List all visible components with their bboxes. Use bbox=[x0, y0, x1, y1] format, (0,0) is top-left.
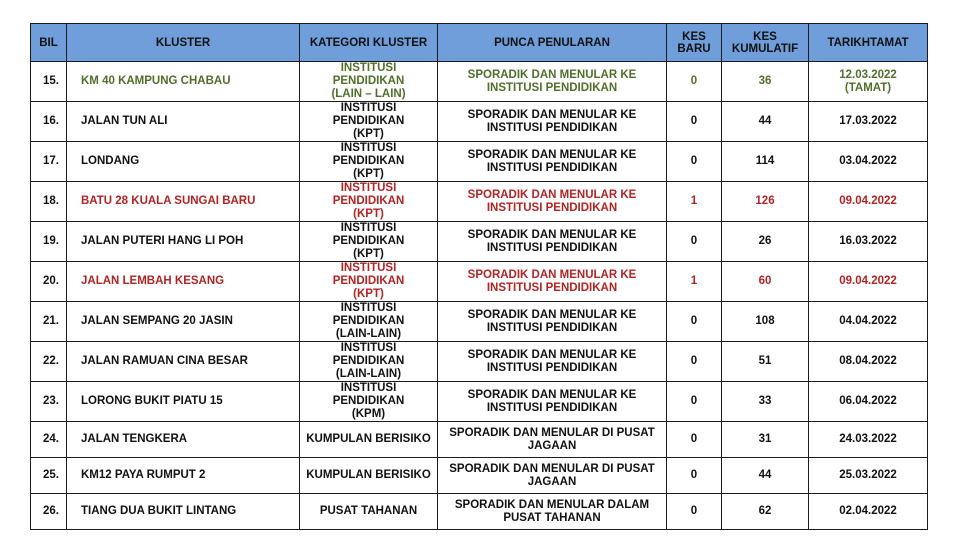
cell-punca bbox=[438, 62, 667, 102]
cell-bil: 16. bbox=[31, 102, 67, 142]
cell-kes-baru: 0 bbox=[667, 222, 722, 262]
table-row bbox=[31, 494, 928, 530]
cell-tarikh-tamat bbox=[809, 302, 928, 342]
table-row bbox=[31, 62, 928, 102]
cell-bil: 24. bbox=[31, 422, 67, 458]
cell-kategori-line1: INSTITUSI PENDIDIKAN bbox=[332, 302, 405, 327]
cell-punca bbox=[438, 494, 667, 530]
cell-kes-kumulatif: 114 bbox=[722, 142, 809, 182]
cell-kategori bbox=[300, 262, 438, 302]
cell-tarikh-line1: 04.04.2022 bbox=[839, 315, 897, 327]
cell-kes-kumulatif: 51 bbox=[722, 342, 809, 382]
cell-kategori-line1: INSTITUSI PENDIDIKAN bbox=[332, 182, 405, 207]
cell-kategori bbox=[300, 458, 438, 494]
cell-kategori-line2: (KPT) bbox=[353, 128, 384, 140]
cell-kategori-line2: (KPT) bbox=[353, 168, 384, 180]
cell-punca-line2: INSTITUSI PENDIDIKAN bbox=[486, 281, 618, 294]
cell-punca-line1: SPORADIK DAN MENULAR KE bbox=[467, 388, 637, 401]
cell-tarikh-tamat bbox=[809, 494, 928, 530]
table-row bbox=[31, 302, 928, 342]
cell-kategori-line2: (LAIN-LAIN) bbox=[335, 328, 402, 340]
cell-kategori-line1: INSTITUSI PENDIDIKAN bbox=[332, 342, 405, 367]
cell-bil: 18. bbox=[31, 182, 67, 222]
cell-punca bbox=[438, 382, 667, 422]
cell-kes-baru: 0 bbox=[667, 494, 722, 530]
cell-kategori bbox=[300, 342, 438, 382]
cell-punca-line1: SPORADIK DAN MENULAR DI PUSAT bbox=[449, 426, 655, 439]
cell-punca-line1: SPORADIK DAN MENULAR KE bbox=[467, 108, 637, 121]
cell-tarikh-tamat bbox=[809, 222, 928, 262]
cell-punca-line1: SPORADIK DAN MENULAR KE bbox=[467, 308, 637, 321]
header-punca: PUNCA PENULARAN bbox=[438, 24, 667, 62]
cell-kategori-line2: (KPT) bbox=[353, 248, 384, 260]
cell-kes-baru: 1 bbox=[667, 262, 722, 302]
cell-kes-kumulatif: 26 bbox=[722, 222, 809, 262]
cell-kategori-line1: INSTITUSI PENDIDIKAN bbox=[332, 382, 405, 407]
table-row bbox=[31, 142, 928, 182]
cell-kluster: LORONG BUKIT PIATU 15 bbox=[67, 382, 300, 422]
cell-kluster: JALAN SEMPANG 20 JASIN bbox=[67, 302, 300, 342]
cell-kes-kumulatif: 108 bbox=[722, 302, 809, 342]
cell-kategori-line1: INSTITUSI PENDIDIKAN bbox=[332, 262, 405, 287]
cell-kes-kumulatif: 44 bbox=[722, 102, 809, 142]
cell-kategori-line1: INSTITUSI PENDIDIKAN bbox=[332, 222, 405, 247]
cell-kes-baru: 0 bbox=[667, 102, 722, 142]
cell-punca-line2: JAGAAN bbox=[527, 475, 577, 488]
cell-punca bbox=[438, 422, 667, 458]
cell-kategori-line1: PUSAT TAHANAN bbox=[319, 505, 418, 517]
table-row bbox=[31, 102, 928, 142]
cell-kategori bbox=[300, 182, 438, 222]
cell-punca-line1: SPORADIK DAN MENULAR KE bbox=[467, 188, 637, 201]
cell-punca-line1: SPORADIK DAN MENULAR KE bbox=[467, 348, 637, 361]
cell-tarikh-line1: 17.03.2022 bbox=[839, 115, 897, 127]
cell-kategori-line2: (LAIN – LAIN) bbox=[331, 88, 406, 100]
cell-punca-line1: SPORADIK DAN MENULAR KE bbox=[467, 228, 637, 241]
table-row bbox=[31, 382, 928, 422]
cell-kes-kumulatif: 36 bbox=[722, 62, 809, 102]
cell-kategori-line1: INSTITUSI PENDIDIKAN bbox=[332, 142, 405, 167]
cell-kluster: JALAN RAMUAN CINA BESAR bbox=[67, 342, 300, 382]
cell-kes-kumulatif: 62 bbox=[722, 494, 809, 530]
cell-bil: 15. bbox=[31, 62, 67, 102]
cell-kategori bbox=[300, 62, 438, 102]
cell-kes-baru: 0 bbox=[667, 342, 722, 382]
cell-kategori bbox=[300, 102, 438, 142]
cell-punca-line2: INSTITUSI PENDIDIKAN bbox=[486, 161, 618, 174]
cell-tarikh-line1: 12.03.2022 bbox=[839, 68, 897, 81]
cell-tarikh-line1: 09.04.2022 bbox=[839, 275, 897, 287]
cell-kluster: JALAN LEMBAH KESANG bbox=[67, 262, 300, 302]
cell-kes-baru: 0 bbox=[667, 62, 722, 102]
cell-kes-baru: 1 bbox=[667, 182, 722, 222]
cell-punca-line2: INSTITUSI PENDIDIKAN bbox=[486, 81, 618, 94]
cluster-table-container bbox=[30, 23, 927, 530]
header-tarikh-tamat: TARIKHTAMAT bbox=[809, 24, 928, 62]
cell-kategori-line1: INSTITUSI PENDIDIKAN bbox=[332, 102, 405, 127]
cell-tarikh-tamat bbox=[809, 102, 928, 142]
cell-bil: 21. bbox=[31, 302, 67, 342]
cell-kluster: TIANG DUA BUKIT LINTANG bbox=[67, 494, 300, 530]
cell-bil: 23. bbox=[31, 382, 67, 422]
header-bil: BIL bbox=[31, 24, 67, 62]
cell-punca-line2: INSTITUSI PENDIDIKAN bbox=[486, 121, 618, 134]
cell-kategori-line2: (LAIN-LAIN) bbox=[335, 368, 402, 380]
cell-punca-line2: INSTITUSI PENDIDIKAN bbox=[486, 361, 618, 374]
cell-bil: 25. bbox=[31, 458, 67, 494]
cell-kategori bbox=[300, 382, 438, 422]
cell-punca-line1: SPORADIK DAN MENULAR KE bbox=[467, 268, 637, 281]
cell-bil: 20. bbox=[31, 262, 67, 302]
cell-kategori bbox=[300, 222, 438, 262]
header-kluster: KLUSTER bbox=[67, 24, 300, 62]
cell-kes-baru: 0 bbox=[667, 458, 722, 494]
cell-kluster: JALAN TENGKERA bbox=[67, 422, 300, 458]
cell-kluster: JALAN PUTERI HANG LI POH bbox=[67, 222, 300, 262]
cell-kes-kumulatif: 44 bbox=[722, 458, 809, 494]
cell-kluster: BATU 28 KUALA SUNGAI BARU bbox=[67, 182, 300, 222]
cell-punca-line2: INSTITUSI PENDIDIKAN bbox=[486, 321, 618, 334]
cell-punca-line1: SPORADIK DAN MENULAR DI PUSAT bbox=[449, 462, 655, 475]
cell-kluster: KM12 PAYA RUMPUT 2 bbox=[67, 458, 300, 494]
header-row bbox=[31, 24, 928, 62]
cell-punca-line2: INSTITUSI PENDIDIKAN bbox=[486, 201, 618, 214]
cell-kategori-line1: INSTITUSI PENDIDIKAN bbox=[332, 62, 405, 87]
cell-kategori-line2: (KPT) bbox=[353, 288, 384, 300]
header-kes-kumulatif-line1: KES bbox=[753, 30, 777, 43]
cell-kategori bbox=[300, 422, 438, 458]
cell-tarikh-line1: 08.04.2022 bbox=[839, 355, 897, 367]
cell-tarikh-line1: 06.04.2022 bbox=[839, 395, 897, 407]
cell-bil: 22. bbox=[31, 342, 67, 382]
cluster-table bbox=[30, 23, 928, 530]
header-kes-baru bbox=[667, 24, 722, 62]
cell-tarikh-tamat bbox=[809, 422, 928, 458]
cell-kategori bbox=[300, 494, 438, 530]
header-kes-kumulatif bbox=[722, 24, 809, 62]
table-header bbox=[31, 24, 928, 62]
cell-bil: 19. bbox=[31, 222, 67, 262]
table-row bbox=[31, 182, 928, 222]
table-row bbox=[31, 262, 928, 302]
cell-kluster: KM 40 KAMPUNG CHABAU bbox=[67, 62, 300, 102]
cell-tarikh-line1: 24.03.2022 bbox=[839, 433, 897, 445]
cell-punca-line1: SPORADIK DAN MENULAR KE bbox=[467, 68, 637, 81]
cell-punca bbox=[438, 342, 667, 382]
cell-kes-baru: 0 bbox=[667, 382, 722, 422]
cell-punca-line2: JAGAAN bbox=[527, 439, 577, 452]
cell-tarikh-tamat bbox=[809, 342, 928, 382]
table-row bbox=[31, 222, 928, 262]
cell-kes-baru: 0 bbox=[667, 422, 722, 458]
cell-tarikh-line1: 02.04.2022 bbox=[839, 505, 897, 517]
header-kes-baru-line2: BARU bbox=[677, 42, 711, 55]
cell-kategori-line2: (KPT) bbox=[353, 208, 384, 220]
cell-kes-kumulatif: 60 bbox=[722, 262, 809, 302]
cell-kategori-line2: (KPM) bbox=[351, 408, 386, 420]
cell-punca bbox=[438, 102, 667, 142]
cell-tarikh-line1: 16.03.2022 bbox=[839, 235, 897, 247]
cell-tarikh-tamat bbox=[809, 458, 928, 494]
cell-kes-kumulatif: 33 bbox=[722, 382, 809, 422]
table-row bbox=[31, 458, 928, 494]
cell-punca-line2: PUSAT TAHANAN bbox=[503, 511, 601, 524]
cell-kluster: JALAN TUN ALI bbox=[67, 102, 300, 142]
cell-bil: 17. bbox=[31, 142, 67, 182]
cell-punca bbox=[438, 302, 667, 342]
cell-kes-kumulatif: 126 bbox=[722, 182, 809, 222]
cell-tarikh-tamat bbox=[809, 382, 928, 422]
cell-kluster: LONDANG bbox=[67, 142, 300, 182]
cell-tarikh-tamat bbox=[809, 142, 928, 182]
cell-punca-line2: INSTITUSI PENDIDIKAN bbox=[486, 401, 618, 414]
cell-kes-kumulatif: 31 bbox=[722, 422, 809, 458]
cell-punca bbox=[438, 222, 667, 262]
header-kes-baru-line1: KES bbox=[682, 30, 706, 43]
cell-kes-baru: 0 bbox=[667, 142, 722, 182]
cell-tarikh-line2: (TAMAT) bbox=[844, 81, 892, 94]
cell-tarikh-line1: 03.04.2022 bbox=[839, 155, 897, 167]
cell-kes-baru: 0 bbox=[667, 302, 722, 342]
cell-punca-line2: INSTITUSI PENDIDIKAN bbox=[486, 241, 618, 254]
cell-bil: 26. bbox=[31, 494, 67, 530]
cell-tarikh-line1: 25.03.2022 bbox=[839, 469, 897, 481]
cell-punca bbox=[438, 262, 667, 302]
cell-punca bbox=[438, 182, 667, 222]
cell-punca-line1: SPORADIK DAN MENULAR DALAM bbox=[454, 498, 650, 511]
cell-tarikh-tamat bbox=[809, 262, 928, 302]
table-row bbox=[31, 422, 928, 458]
cell-punca bbox=[438, 142, 667, 182]
cell-tarikh-line1: 09.04.2022 bbox=[839, 195, 897, 207]
cell-kategori bbox=[300, 302, 438, 342]
cell-kategori-line1: KUMPULAN BERISIKO bbox=[306, 433, 431, 445]
table-body bbox=[31, 62, 928, 530]
header-kes-kumulatif-line2: KUMULATIF bbox=[731, 42, 799, 55]
cell-punca bbox=[438, 458, 667, 494]
cell-kategori-line1: KUMPULAN BERISIKO bbox=[306, 469, 431, 481]
table-row bbox=[31, 342, 928, 382]
header-kategori: KATEGORI KLUSTER bbox=[300, 24, 438, 62]
cell-tarikh-tamat bbox=[809, 62, 928, 102]
cell-punca-line1: SPORADIK DAN MENULAR KE bbox=[467, 148, 637, 161]
cell-kategori bbox=[300, 142, 438, 182]
cell-tarikh-tamat bbox=[809, 182, 928, 222]
